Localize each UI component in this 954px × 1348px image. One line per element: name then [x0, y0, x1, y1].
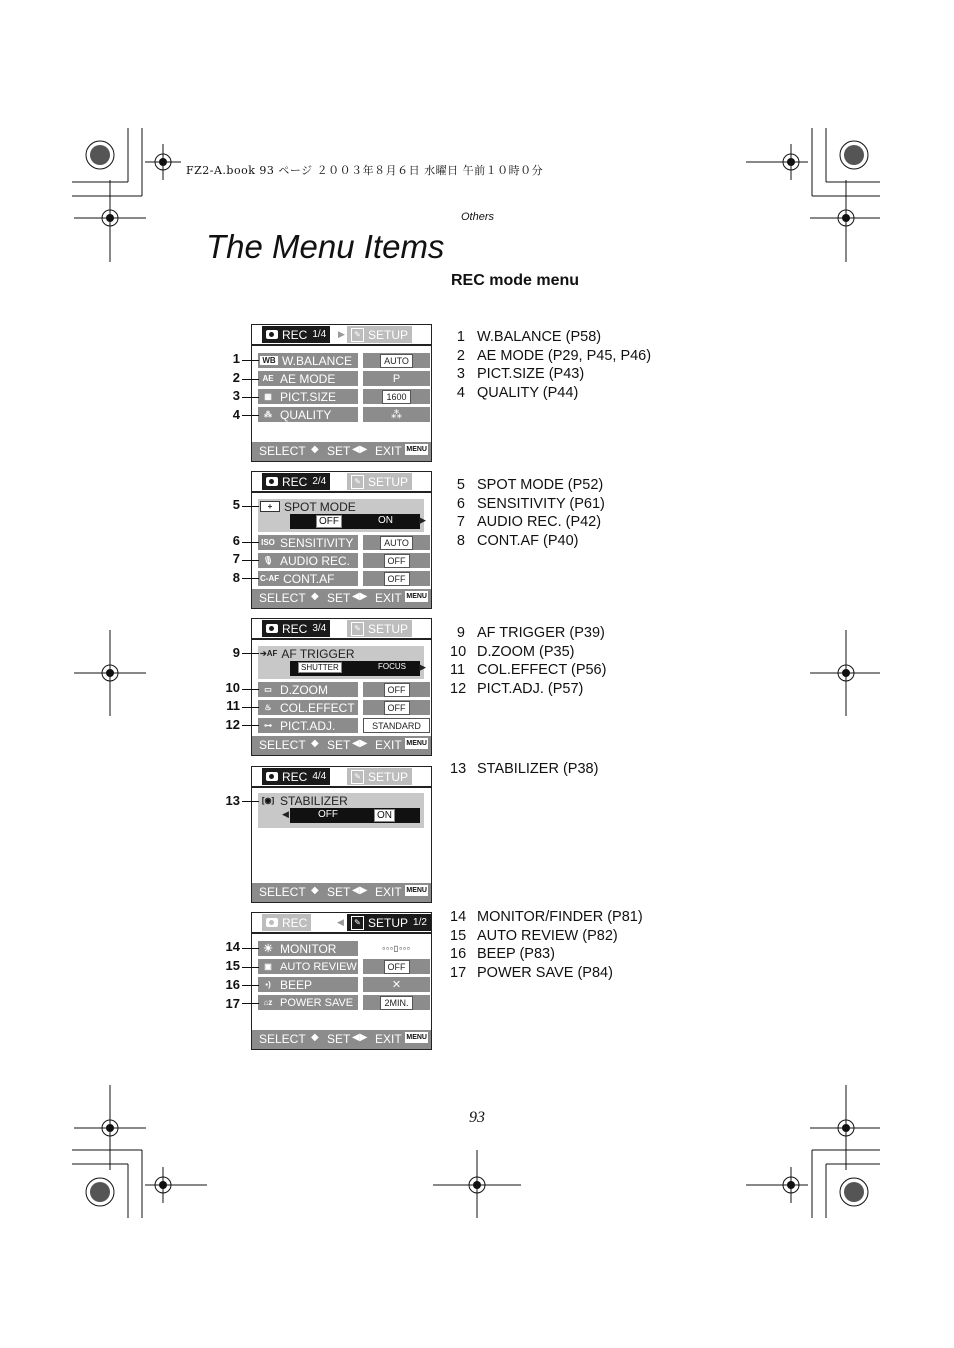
camera-icon — [266, 330, 278, 339]
row-label: CONT.AF — [283, 571, 335, 586]
list-item: 3 PICT.SIZE (P43) — [456, 366, 585, 382]
row-label: SENSITIVITY — [280, 535, 354, 550]
row-label: W.BALANCE — [282, 353, 353, 368]
menu-row-stabilizer[interactable] — [258, 793, 424, 828]
camera-icon — [266, 624, 278, 633]
list-item: 1 W.BALANCE (P58) — [456, 329, 602, 345]
screen-footer — [252, 1030, 431, 1049]
row-value: OFF — [384, 701, 410, 715]
menu-row-sensitivity[interactable] — [258, 535, 409, 550]
callout-line — [242, 689, 259, 690]
option-off[interactable]: OFF — [316, 515, 342, 528]
screen-tabs — [252, 325, 431, 346]
callout-line — [242, 653, 259, 654]
screen-footer — [252, 589, 431, 608]
tab-setup[interactable] — [347, 326, 412, 343]
tab-setup-label: SETUP — [368, 621, 409, 636]
callout-number: 6 — [232, 533, 240, 548]
microphone-icon: 🎙 — [262, 556, 274, 565]
tab-setup[interactable] — [347, 768, 412, 785]
tab-setup-label: SETUP — [368, 327, 409, 342]
menu-screen-rec-2 — [251, 471, 432, 609]
arrow-left-icon: ◀ — [282, 809, 289, 819]
cont-af-icon: C-AF — [260, 574, 280, 583]
row-label: COL.EFFECT — [280, 700, 355, 715]
row-value: AUTO — [380, 536, 413, 550]
row-label: SPOT MODE — [284, 499, 356, 514]
footer-set: SET — [327, 444, 351, 458]
callout-number: 8 — [232, 570, 240, 585]
zoom-icon: ▭ — [264, 685, 272, 694]
list-item: 10 D.ZOOM (P35) — [450, 643, 575, 660]
review-icon: ▣ — [264, 962, 272, 971]
list-item: 5 SPOT MODE (P52) — [456, 477, 604, 493]
tab-setup[interactable] — [347, 914, 431, 931]
callout-line — [242, 725, 259, 726]
footer-set: SET — [327, 885, 351, 899]
row-value: P — [392, 372, 401, 385]
footer-select: SELECT — [259, 444, 306, 458]
menu-row-cont-af[interactable] — [258, 571, 406, 586]
tab-setup-label: SETUP — [368, 474, 409, 489]
menu-row-audio-rec[interactable] — [258, 553, 406, 568]
arrow-right-icon: ▶ — [338, 329, 345, 339]
brightness-icon: ☀ — [263, 943, 273, 955]
callout-number: 16 — [225, 977, 240, 992]
list-item: 7 AUDIO REC. (P42) — [456, 514, 602, 530]
row-label: BEEP — [280, 977, 313, 992]
screen-tabs — [252, 472, 431, 493]
screen-footer — [252, 442, 431, 461]
option-on[interactable]: ON — [378, 515, 393, 526]
tab-rec-label: REC — [282, 474, 308, 489]
quality-icon: ⁂ — [264, 410, 272, 419]
row-value: STANDARD — [363, 718, 430, 733]
row-label: AE MODE — [280, 371, 336, 386]
stabilizer-icon: [◉] — [261, 796, 275, 805]
row-value: OFF — [384, 960, 410, 974]
tab-rec[interactable] — [262, 326, 330, 343]
menu-button-icon: MENU — [406, 887, 427, 894]
up-down-icon: ◆ — [311, 444, 319, 455]
callout-line — [242, 360, 259, 361]
arrow-left-icon: ◀ — [337, 917, 344, 927]
list-item: 4 QUALITY (P44) — [456, 384, 579, 401]
menu-screen-rec-1 — [251, 324, 432, 462]
menu-row-d-zoom[interactable] — [258, 682, 406, 697]
page-title: The Menu Items — [206, 228, 445, 265]
arrow-right-icon: ▶ — [419, 515, 426, 525]
item-list-rec-4 — [450, 760, 598, 779]
callout-number: 13 — [225, 793, 240, 808]
left-right-icon: ◀▶ — [352, 591, 368, 602]
option-bar — [290, 661, 420, 676]
footer-select: SELECT — [259, 1032, 306, 1046]
menu-row-quality[interactable] — [258, 407, 402, 422]
row-label: AUDIO REC. — [280, 553, 351, 568]
footer-set: SET — [327, 738, 351, 752]
picture-adjust-icon: ⊶ — [264, 721, 272, 730]
row-value: OFF — [384, 572, 410, 586]
tab-page: 2/4 — [312, 476, 327, 487]
callout-number: 2 — [232, 370, 240, 385]
list-item: 16 BEEP (P83) — [450, 946, 555, 962]
callout-number: 5 — [232, 497, 240, 512]
list-item: 2 AE MODE (P29, P45, P46) — [456, 347, 652, 364]
footer-set: SET — [327, 591, 351, 605]
menu-row-col-effect[interactable] — [258, 700, 406, 715]
menu-row-power-save[interactable] — [258, 995, 409, 1010]
option-bar — [290, 808, 420, 823]
tab-rec-label: REC — [282, 769, 308, 784]
menu-button-icon: MENU — [406, 740, 427, 747]
list-item: 11 COL.EFFECT (P56) — [450, 662, 607, 678]
footer-exit: EXIT — [375, 591, 402, 605]
wrench-icon: ✎ — [351, 770, 364, 784]
menu-row-auto-review[interactable] — [258, 959, 406, 974]
row-value: AUTO — [380, 354, 413, 368]
left-right-icon: ◀▶ — [352, 738, 368, 749]
footer-exit: EXIT — [375, 444, 402, 458]
iso-icon: ISO — [261, 538, 275, 547]
list-item: 14 MONITOR/FINDER (P81) — [450, 909, 643, 925]
callout-number: 17 — [225, 996, 240, 1011]
callout-line — [242, 560, 259, 561]
tab-rec-label: REC — [282, 327, 308, 342]
menu-row-pict-size[interactable] — [258, 389, 407, 404]
af-trigger-icon: ➔AF — [260, 649, 278, 658]
screen-tabs — [252, 767, 431, 788]
wrench-icon: ✎ — [351, 475, 364, 489]
footer-exit: EXIT — [375, 885, 402, 899]
callout-line — [242, 506, 259, 507]
item-list-rec-1 — [450, 328, 651, 402]
tab-rec[interactable] — [262, 620, 330, 637]
callout-line — [242, 1003, 259, 1004]
row-label: D.ZOOM — [280, 682, 328, 697]
callout-line — [242, 578, 259, 579]
menu-button-icon: MENU — [406, 593, 427, 600]
item-list-rec-2 — [450, 476, 605, 550]
tab-rec-label: REC — [282, 621, 308, 636]
menu-button-icon: MENU — [406, 446, 427, 453]
row-value: 2MIN. — [380, 996, 412, 1010]
row-label: QUALITY — [280, 407, 332, 422]
callout-number: 9 — [232, 645, 240, 660]
footer-exit: EXIT — [375, 738, 402, 752]
quality-value-icon: ⁂ — [391, 408, 402, 421]
tab-setup[interactable] — [347, 620, 412, 637]
list-item: 15 AUTO REVIEW (P82) — [450, 927, 618, 944]
ae-icon: AE — [262, 374, 274, 383]
row-value: 1600 — [382, 390, 410, 404]
footer-select: SELECT — [259, 738, 306, 752]
list-item: 6 SENSITIVITY (P61) — [456, 495, 605, 512]
tab-rec[interactable] — [262, 914, 311, 931]
menu-row-af-trigger[interactable] — [258, 646, 424, 679]
menu-row-monitor[interactable] — [258, 941, 411, 956]
power-save-icon: ⌂z — [263, 998, 273, 1007]
tab-rec[interactable] — [262, 768, 330, 785]
wb-icon: WB — [260, 356, 278, 365]
file-header: FZ2-A.book 93 ページ ２００３年８月６日 水曜日 午前１０時０分 — [186, 164, 544, 177]
camera-icon — [266, 918, 278, 927]
up-down-icon: ◆ — [311, 885, 319, 896]
camera-icon — [266, 772, 278, 781]
callout-line — [242, 707, 259, 708]
tab-rec[interactable] — [262, 473, 330, 490]
tab-rec-label: REC — [282, 915, 308, 930]
callout-line — [242, 379, 259, 380]
callout-line — [242, 967, 259, 968]
screen-footer — [252, 736, 431, 755]
spot-icon: + — [260, 501, 280, 512]
option-focus[interactable]: FOCUS — [378, 662, 406, 671]
callout-line — [242, 985, 259, 986]
up-down-icon: ◆ — [311, 591, 319, 602]
wrench-icon: ✎ — [351, 622, 364, 636]
beep-off-icon: ✕ — [391, 978, 402, 991]
callout-line — [242, 542, 259, 543]
list-item: 12 PICT.ADJ. (P57) — [450, 680, 584, 697]
list-item: 17 POWER SAVE (P84) — [450, 964, 613, 981]
tab-setup-label: SETUP — [368, 915, 409, 930]
wrench-icon: ✎ — [351, 916, 364, 930]
tab-setup[interactable] — [347, 473, 412, 490]
up-down-icon: ◆ — [311, 1032, 319, 1043]
callout-number: 12 — [225, 717, 240, 732]
menu-row-spot-mode[interactable] — [258, 499, 424, 532]
option-on[interactable]: ON — [374, 809, 395, 822]
option-shutter[interactable]: SHUTTER — [298, 662, 342, 673]
row-label: POWER SAVE — [280, 996, 354, 1009]
menu-row-ae-mode[interactable] — [258, 371, 401, 386]
row-label: PICT.ADJ. — [280, 718, 336, 733]
callout-line — [242, 801, 259, 802]
left-right-icon: ◀▶ — [352, 885, 368, 896]
screen-tabs — [252, 619, 431, 640]
list-item: 9 AF TRIGGER (P39) — [456, 625, 605, 641]
list-item: 13 STABILIZER (P38) — [450, 761, 599, 777]
tab-page: 4/4 — [312, 771, 327, 782]
option-bar — [290, 514, 420, 529]
callout-number: 11 — [226, 698, 240, 713]
footer-select: SELECT — [259, 591, 306, 605]
callout-number: 4 — [232, 407, 240, 422]
arrow-right-icon: ▶ — [419, 662, 426, 672]
left-right-icon: ◀▶ — [352, 444, 368, 455]
callout-number: 1 — [232, 351, 240, 366]
row-label: PICT.SIZE — [280, 389, 337, 404]
up-down-icon: ◆ — [311, 738, 319, 749]
page-number: 93 — [469, 1109, 485, 1126]
callout-number: 14 — [225, 939, 240, 954]
monitor-level-icon: ▫▫▫▯▫▫▫ — [382, 944, 411, 953]
menu-row-beep[interactable] — [258, 977, 402, 992]
screen-tabs — [252, 913, 431, 934]
row-label: AUTO REVIEW — [280, 960, 357, 973]
section-label: Others — [461, 211, 495, 223]
menu-screen-setup-1 — [251, 912, 432, 1050]
subtitle: REC mode menu — [451, 272, 580, 289]
row-value: OFF — [384, 554, 410, 568]
left-right-icon: ◀▶ — [352, 1032, 368, 1043]
row-label: AF TRIGGER — [281, 646, 355, 661]
row-label: STABILIZER — [280, 793, 348, 808]
footer-select: SELECT — [259, 885, 306, 899]
tab-page: 3/4 — [312, 623, 327, 634]
list-item: 8 CONT.AF (P40) — [456, 532, 579, 549]
screen-footer — [252, 883, 431, 902]
menu-row-pict-adj[interactable] — [258, 718, 421, 733]
callout-number: 10 — [225, 680, 240, 695]
callout-number: 7 — [232, 551, 240, 566]
callout-line — [242, 397, 259, 398]
color-effect-icon: ♨ — [264, 703, 272, 712]
callout-line — [242, 948, 259, 949]
footer-set: SET — [327, 1032, 351, 1046]
footer-exit: EXIT — [375, 1032, 402, 1046]
item-list-setup — [450, 908, 643, 982]
menu-screen-rec-3 — [251, 618, 432, 756]
menu-row-wbalance[interactable] — [258, 353, 409, 368]
camera-icon — [266, 477, 278, 486]
tab-page: 1/4 — [312, 329, 327, 340]
wrench-icon: ✎ — [351, 328, 364, 342]
option-off[interactable]: OFF — [318, 809, 338, 820]
callout-number: 3 — [232, 388, 240, 403]
menu-button-icon: MENU — [406, 1034, 427, 1041]
speaker-icon: ▪) — [265, 980, 271, 989]
tab-setup-label: SETUP — [368, 769, 409, 784]
callout-line — [242, 415, 259, 416]
callout-number: 15 — [225, 958, 240, 973]
tab-page: 1/2 — [413, 917, 427, 928]
pict-size-icon: ▦ — [264, 392, 272, 401]
menu-screen-rec-4 — [251, 766, 432, 903]
item-list-rec-3 — [450, 624, 606, 698]
row-value: OFF — [384, 683, 410, 697]
row-label: MONITOR — [280, 941, 337, 956]
